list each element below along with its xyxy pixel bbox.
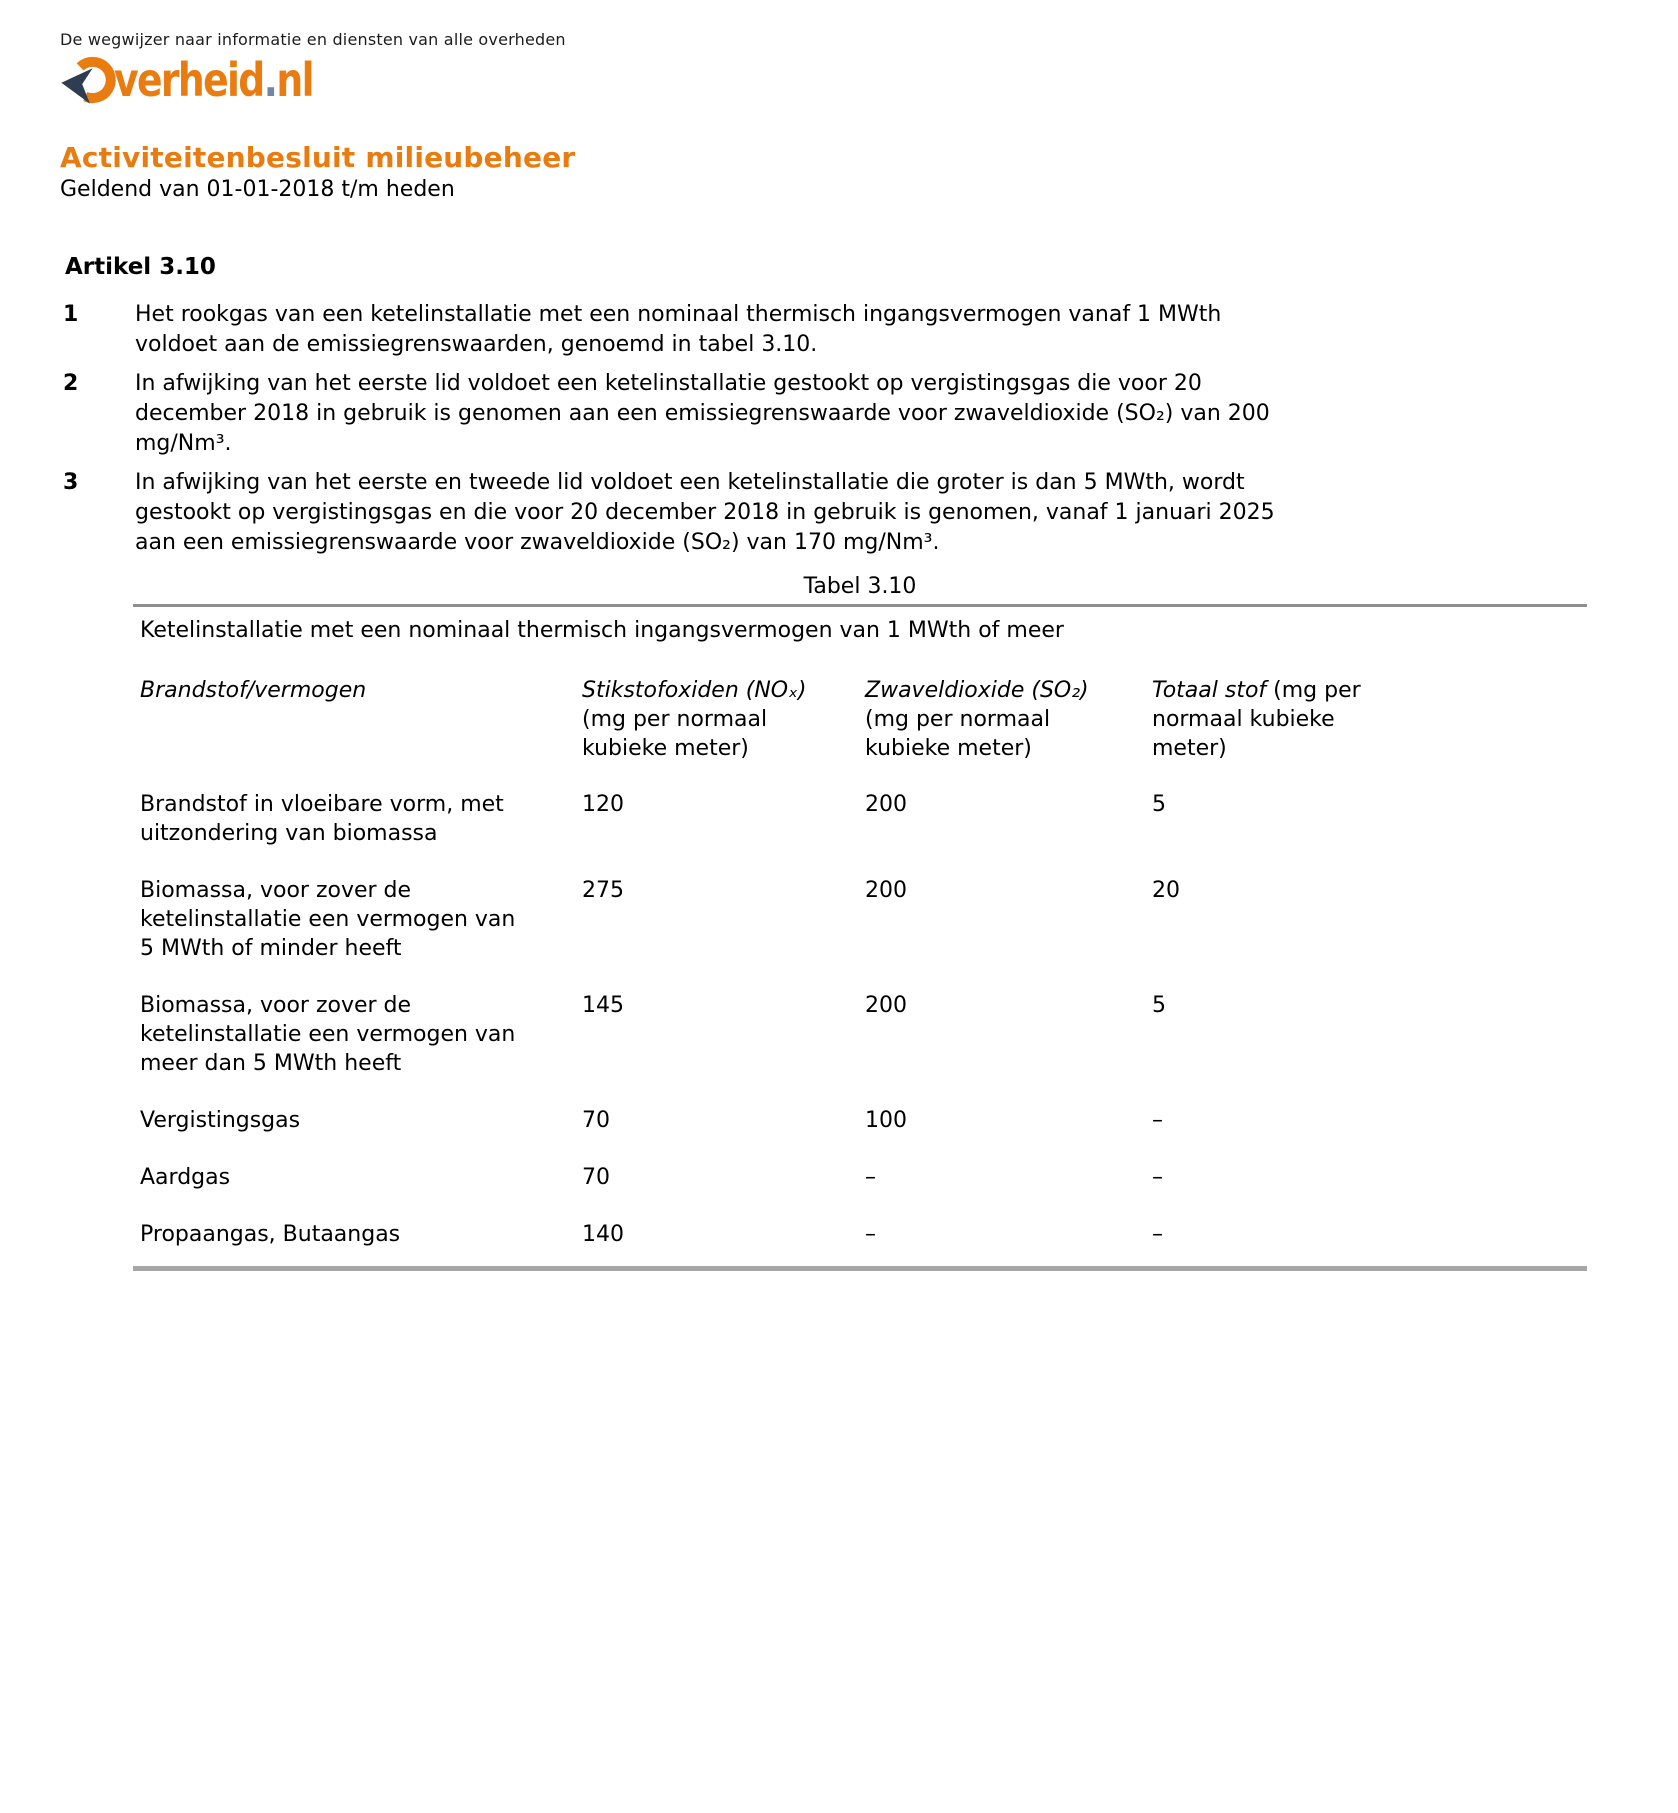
paragraph-number: 2: [63, 371, 79, 396]
column-title: Totaal stof: [1152, 678, 1267, 703]
table-caption: Tabel 3.10: [803, 574, 917, 599]
nox-cell: 70: [582, 1165, 610, 1190]
fuel-text: Biomassa, voor zover de ketelinstallatie een vermogen van 5 MWth of minder heeft: [140, 878, 516, 961]
paragraph-number: 3: [63, 470, 79, 495]
table-header-row: [133, 658, 1587, 779]
nox-cell: 140: [582, 1222, 624, 1247]
table-spanning-header-row: [133, 606, 1587, 659]
paragraph-number: 1: [63, 302, 79, 327]
table-section: [133, 574, 1587, 1271]
column-title: Zwaveldioxide (SO₂): [865, 678, 1089, 703]
table-row: [133, 980, 1587, 1095]
fuel-text: Propaangas, Butaangas: [140, 1222, 401, 1247]
fuel-cell: [133, 779, 575, 865]
dust-cell: –: [1152, 1165, 1163, 1190]
paragraph-text: In afwijking van het eerste lid voldoet een ketelinstallatie gestookt op vergistingsgas die voor 20 december 2018 in gebruik is genomen aan een emissiegrenswaarde voor zwaveldioxide (SO₂) van 200 mg/Nm³.: [135, 371, 1270, 456]
overheid-logo: [60, 51, 1678, 109]
emissions-table: [133, 604, 1587, 1271]
logo-wordmark: [114, 53, 313, 107]
table-row: [133, 1152, 1587, 1209]
site-tagline: De wegwijzer naar informatie en diensten van alle overheden: [60, 30, 566, 49]
fuel-cell: [133, 1152, 575, 1209]
fuel-text: Vergistingsgas: [140, 1108, 301, 1133]
fuel-text: Aardgas: [140, 1165, 231, 1190]
paragraph-item: [60, 300, 1678, 360]
column-title: Stikstofoxiden (NOₓ): [582, 678, 807, 703]
column-header-dust: [1145, 658, 1587, 779]
nox-cell: 275: [582, 878, 624, 903]
column-header-fuel: [133, 658, 575, 779]
fuel-cell: [133, 980, 575, 1095]
fuel-text: Biomassa, voor zover de ketelinstallatie een vermogen van meer dan 5 MWth heeft: [140, 993, 516, 1076]
dust-cell: 5: [1152, 792, 1166, 817]
logo-dot: .: [263, 53, 277, 107]
paragraph-text: Het rookgas van een ketelinstallatie met een nominaal thermisch ingangsvermogen vanaf 1 MWth voldoet aan de emissiegrenswaarden, genoemd in tabel 3.10.: [135, 302, 1222, 357]
fuel-text: Brandstof in vloeibare vorm, met uitzondering van biomassa: [140, 792, 504, 846]
overheid-o-arrow-icon: [60, 51, 118, 109]
fuel-cell: [133, 1095, 575, 1152]
so2-cell: 200: [865, 993, 907, 1018]
article-heading: Artikel 3.10: [65, 254, 216, 280]
table-row: [133, 1095, 1587, 1152]
table-spanning-header: Ketelinstallatie met een nominaal thermisch ingangsvermogen van 1 MWth of meer: [140, 618, 1064, 643]
fuel-cell: [133, 1209, 575, 1269]
dust-cell: –: [1152, 1222, 1163, 1247]
page-title: Activiteitenbesluit milieubeheer: [60, 141, 576, 174]
paragraph-text: In afwijking van het eerste en tweede lid voldoet een ketelinstallatie die groter is dan 5 MWth, wordt gestookt op vergistingsgas en die voor 20 december 2018 in gebruik is genomen, vanaf 1 januari 2025 aan een emissiegrenswaarde voor zwaveldioxide (SO₂) van 170 mg/Nm³.: [135, 470, 1275, 555]
column-header-nox: [575, 658, 858, 779]
table-row: [133, 779, 1587, 865]
dust-cell: 5: [1152, 993, 1166, 1018]
paragraph-item: [60, 369, 1678, 459]
article-paragraphs: [60, 300, 1678, 558]
column-unit: (mg per normaal kubieke meter): [865, 707, 1051, 761]
nox-cell: 145: [582, 993, 624, 1018]
column-unit: (mg per normaal kubieke meter): [1152, 678, 1361, 761]
paragraph-item: [60, 468, 1678, 558]
column-unit: (mg per normaal kubieke meter): [582, 707, 768, 761]
table-row: [133, 1209, 1587, 1269]
nox-cell: 70: [582, 1108, 610, 1133]
column-title: Brandstof/vermogen: [140, 678, 367, 703]
nox-cell: 120: [582, 792, 624, 817]
table-row: [133, 865, 1587, 980]
so2-cell: –: [865, 1165, 876, 1190]
logo-tld: nl: [276, 53, 313, 107]
so2-cell: 200: [865, 792, 907, 817]
dust-cell: –: [1152, 1108, 1163, 1133]
validity-text: Geldend van 01-01-2018 t/m heden: [60, 177, 455, 202]
so2-cell: –: [865, 1222, 876, 1247]
dust-cell: 20: [1152, 878, 1180, 903]
fuel-cell: [133, 865, 575, 980]
so2-cell: 100: [865, 1108, 907, 1133]
logo-word: verheid: [114, 53, 264, 107]
column-header-so2: [858, 658, 1145, 779]
so2-cell: 200: [865, 878, 907, 903]
